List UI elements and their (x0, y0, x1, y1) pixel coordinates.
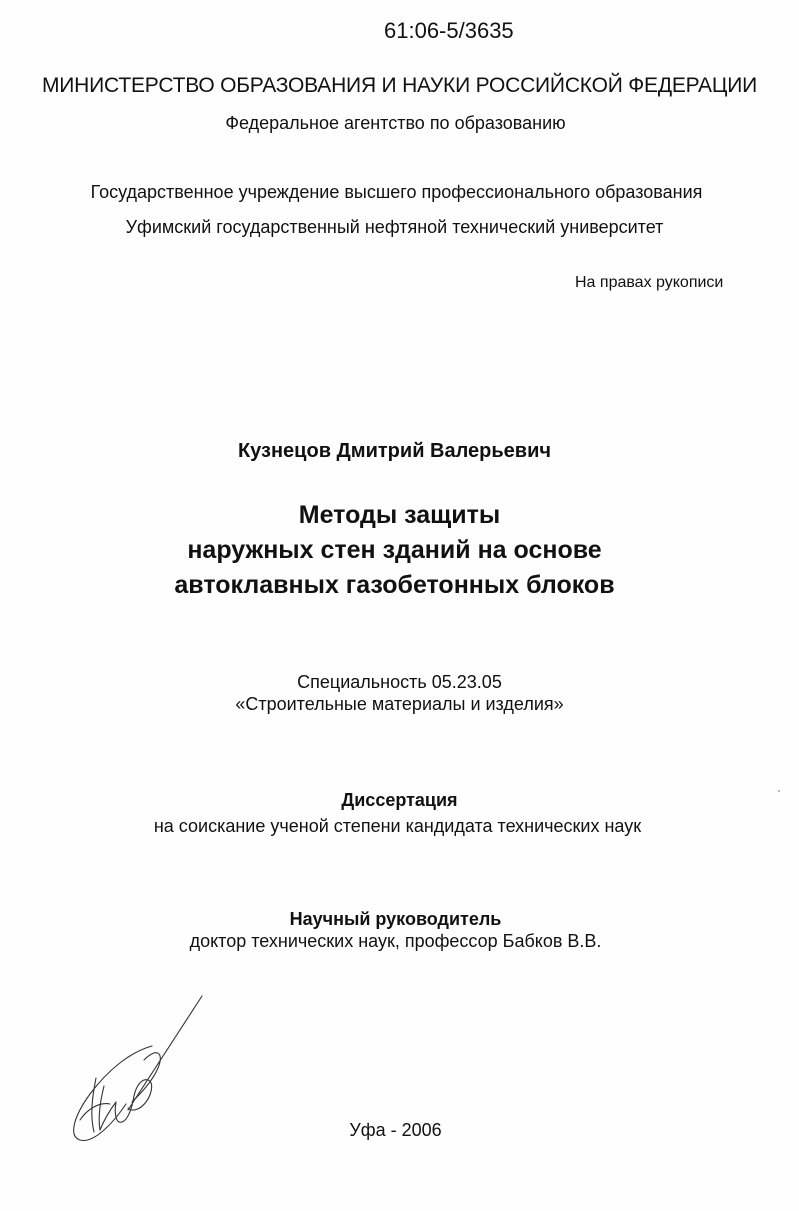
specialty-number: Специальность 05.23.05 (297, 672, 502, 692)
institution-line-1: Государственное учреждение высшего профессионального образования (90, 182, 703, 202)
title-line-2: наружных стен зданий на основе (187, 536, 602, 564)
catalog-number: 61:06-5/3635 (384, 18, 514, 43)
title-line-1: Методы защиты (298, 501, 501, 529)
ministry-name: МИНИСТЕРСТВО ОБРАЗОВАНИЯ И НАУКИ РОССИЙСКОЙ ФЕДЕРАЦИИ (42, 74, 757, 97)
supervisor-heading: Научный руководитель (289, 909, 502, 929)
supervisor-text: доктор технических наук, профессор Бабков В.В. (189, 931, 602, 951)
title-line-3: автоклавных газобетонных блоков (174, 571, 615, 599)
dissertation-heading: Диссертация (341, 790, 458, 810)
city-year: Уфа - 2006 (349, 1120, 442, 1140)
dissertation-text: на соискание ученой степени кандидата технических наук (153, 816, 642, 836)
manuscript-note: На правах рукописи (575, 274, 724, 291)
author-name: Кузнецов Дмитрий Валерьевич (237, 440, 552, 462)
agency-name: Федеральное агентство по образованию (225, 113, 566, 133)
institution-line-2: Уфимский государственный нефтяной технический университет (125, 217, 664, 237)
specialty-name: «Строительные материалы и изделия» (235, 694, 564, 714)
scan-speck (778, 790, 780, 792)
